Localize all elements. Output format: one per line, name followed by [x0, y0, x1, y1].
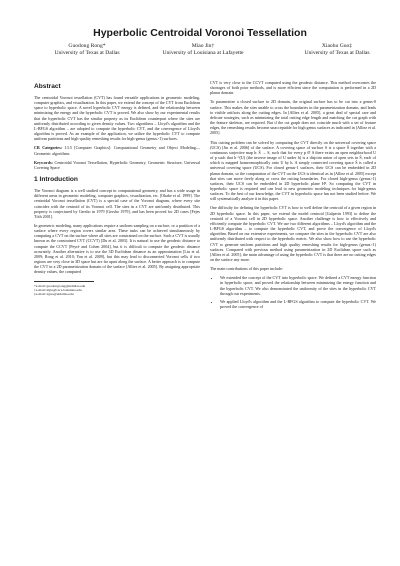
list-item: • We extended the concept of the CVT into hyperbolic space. We defined a CVT energy function in hyperbolic space, and proved the relationship between minimizing the energy function and the hyperbolic CVT. We also demonstrated the uniformity of the sites in the hyperbolic CVT through our experiments.	[220, 275, 376, 296]
body-paragraph: CVT is very close to the CCVT computed using the geodesic distance. This method overcomes the shortages of both prior methods, and is more efficient since the computation is performed in a 2D planar domain.	[210, 80, 376, 96]
author-name: Guodong Rong*	[68, 43, 106, 49]
intro-paragraph: In geometric modeling, many applications require a uniform sampling on a surface, or a partition of a surface where every region covers similar area. These tasks can be achieved simultaneously by computing a CVT on the surface where all sites are constrained on the surface. Such a CVT is usually known as the constrained CVT (CCVT) [Du et al. 2003]. It is natural to use the geodesic distance to compute the CCVT [Peyré and Cohen 2004], but it is difficult to compute the geodesic distance accurately. Another alternative is to use the 3D Euclidean distance as an approximation [Liu et al. 2009; Rong et al. 2010; Yan et al. 2009], but this may lead to disconnected Voronoi cells if two regions are very close in 3D space but are far apart along the surface. A better approach is to compute the CVT in a 2D parametrization domain of the surface [Alliez et al. 2005]. By assigning appropriate density values, the computed	[34, 222, 200, 275]
author-name: Xiaohu Guo‡	[321, 43, 353, 49]
abstract-text: The centroidal Voronoi tessellation (CVT) has found versatile applications in geometric modeling, computer graphics, and visualization. In this paper, we extend the concept of the CVT from Euclidean space to hyperbolic space. A novel hyperbolic CVT energy is defined, and the relationship between minimizing the energy and the hyperbolic CVT is proved. We also show by our experimental results that the hyperbolic CVT has the similar property as its Euclidean counterpart where the sites are uniformly distributed according to given density values. Two algorithms – Lloyd's algorithm and the L-BFGS algorithm – are adopted to compute the hyperbolic CVT, and the convergence of Lloyd's algorithm is proved. As an example of the application, we utilize the hyperbolic CVT to compute uniform partitions and high-quality remeshing results for high-genus (genus>1) surfaces.	[34, 95, 200, 142]
author-name: Miao Jin†	[191, 43, 215, 49]
author-affiliation: University of Texas at Dallas	[54, 50, 120, 56]
left-column	[34, 80, 200, 297]
body-paragraph: This cutting problem can be solved by computing the CVT directly on the universal covering space (UCS) [Jin et al. 2006] of the surface. A covering space of surface S is a space S̃ together with a continuous surjective map h: S̃ → S, such that for every p ∈ S there exists an open neighborhood U of p such that h⁻¹(U) (the inverse image of U under h) is a disjoint union of open sets in S̃, each of which is mapped homeomorphically onto U by h. A simply connected covering space S̃ is called a universal covering space (UCS). For closed genus-1 surfaces, their UCS can be embedded in 2D planar domain, so the computation of the CVT on the UCS is identical as in [Alliez et al. 2005] except that sites can move freely along or cross the cutting boundaries. For closed high-genus (genus>1) surfaces, their UCS can be embedded in 2D hyperbolic plane H². So computing the CVT in hyperbolic space is required and can lead to new geometric modeling techniques for high-genus surfaces. To the best of our knowledge, the CVT in hyperbolic space has not been studied before. We will systematically analyze it in this paper.	[210, 139, 376, 202]
author-block	[272, 43, 400, 57]
body-paragraph: The main contributions of this paper include:	[210, 266, 284, 272]
keywords	[34, 160, 200, 170]
right-column	[210, 80, 376, 312]
footnote: ‡e-mail: xguo@utdallas.edu	[34, 292, 74, 297]
footnote: †e-mail: mjin@cacs.louisiana.edu	[34, 287, 82, 292]
keywords-label: Keywords:	[34, 159, 53, 165]
list-item: • We applied Lloyd's algorithm and the L-BFGS algorithm to compute the hyperbolic CVT. We proved the convergence of	[220, 299, 376, 309]
author-block	[22, 43, 152, 57]
body-paragraph: To parametrize a closed surface to 2D domain, the original surface has to be cut into a genus-0 surface. This makes the sites unable to cross the boundaries in the parametrization domain, and leads to visible artifacts along the cutting edges. In [Alliez et al. 2005], a great deal of special care and delicate strategies, such as minimizing the total cutting edge length and matching the cut graph with the feature skeleton, are required. But if the cut graph does not coincide much with a set of feature edges, the remeshing results become unacceptable for high genus surfaces as indicated in [Alliez et al. 2005].	[210, 99, 376, 136]
footnote-rule	[34, 281, 94, 282]
cr-categories	[34, 145, 200, 155]
footnote: *e-mail: guodongrong@utdallas.edu	[34, 283, 86, 288]
cr-label: CR Categories:	[34, 145, 63, 151]
author-affiliation: University of Louisiana at Lafayette	[162, 50, 244, 56]
author-block	[138, 43, 268, 57]
paper-title: Hyperbolic Centroidal Voronoi Tessellation	[93, 27, 307, 39]
intro-paragraph: The Voronoi diagram is a well studied concept in computational geometry, and has a wide usage in different areas in geometric modeling, computer graphics, visualization, etc. [Okabe et al. 1999]. The centroidal Voronoi tessellation (CVT) is a special case of the Voronoi diagram, where every site coincides with the centroid of its Voronoi cell. The sites in a CVT are uniformly distributed. This property is conjectured by Gersho in 1979 [Gersho 1979], and has been proved for 2D cases [Fejes Tóth 2001].	[34, 188, 200, 219]
cr-text: I.3.5 [Computer Graphics]: Computational Geometry and Object Modeling—Geometric algorithms	[34, 145, 200, 156]
keywords-text: Centroidal Voronoi Tessellation, Hyperbolic Geometry, Geometric Structure, Universal Covering Space	[34, 159, 200, 170]
intro-heading: 1 Introduction	[34, 176, 78, 184]
abstract-heading: Abstract	[34, 83, 61, 90]
body-paragraph: One difficulty for defining the hyperbolic CVT is how to well define the centroid of a given region in 2D hyperbolic space. In this paper, we extend the model centroid [Galperin 1993] to define the centroid of a Voronoi cell in 2D hyperbolic space. Another challenge is how to effectively and efficiently compute the hyperbolic CVT. We use two different algorithms – Lloyd's algorithm and the L-BFGS algorithm – to compute the hyperbolic CVT, and prove the convergence of Lloyd's algorithm. Based on our extensive experiments, we compare the sites in the hyperbolic CVT are also uniformly distributed with respect to the hyperbolic metric. We also show how to use the hyperbolic CVT to generate uniform partitions and high quality remeshing results for high-genus (genus>1) surfaces. Compared with previous method using parametrization in 2D Euclidean space such as [Alliez et al. 2005], the main advantage of using the hyperbolic CVT is that there are no cutting edges on the surface any more.	[210, 205, 376, 262]
author-affiliation: University of Texas at Dallas	[304, 50, 370, 56]
contributions-list	[210, 275, 376, 309]
